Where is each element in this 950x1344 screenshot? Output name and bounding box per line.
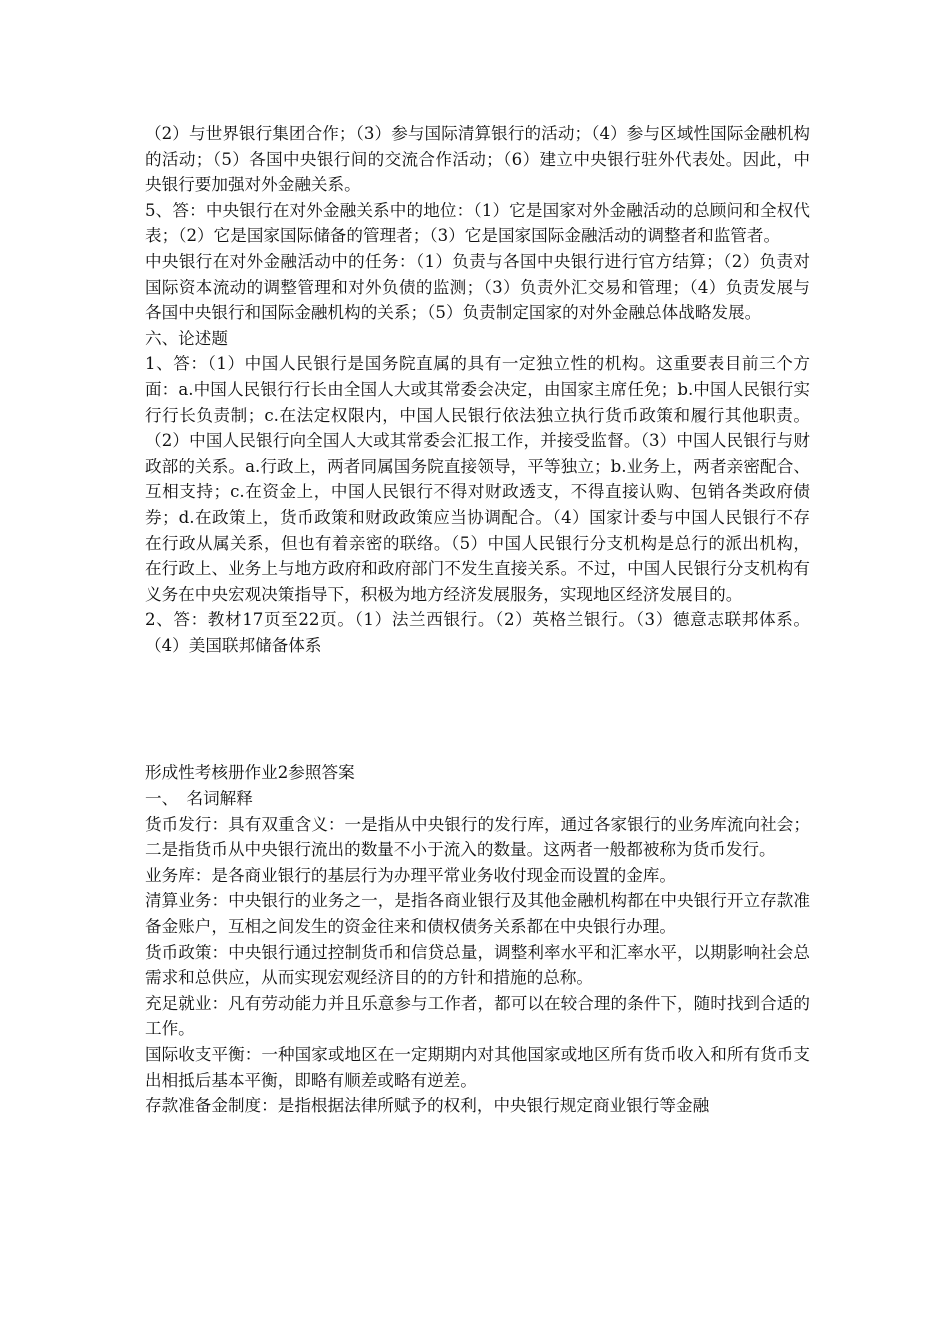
term-currency-issuance: 货币发行：具有双重含义：一是指从中央银行的发行库，通过各家银行的业务库流向社会；二是指货币从中央银行流出的数量不小于流入的数量。这两者一般都被称为货币发行。	[145, 814, 810, 860]
term-clearing-business: 清算业务：中央银行的业务之一，是指各商业银行及其他金融机构都在中央银行开立存款准备金账户，互相之间发生的资金往来和债权债务关系都在中央银行办理。	[145, 891, 810, 937]
assignment-title: 形成性考核册作业2参照答案	[145, 763, 355, 783]
paragraph-answer-5: 5、答：中央银行在对外金融关系中的地位：（1）它是国家对外金融活动的总顾问和全权代表；（2）它是国家国际储备的管理者；（3）它是国家国际金融活动的调整者和监管者。	[145, 200, 810, 246]
term-balance-of-payments: 国际收支平衡：一种国家或地区在一定期期内对其他国家或地区所有货币收入和所有货币支出相抵后基本平衡，即略有顺差或略有逆差。	[145, 1045, 810, 1090]
blank-space	[145, 658, 810, 760]
term-reserve-requirement: 存款准备金制度：是指根据法律所赋予的权利，中央银行规定商业银行等金融	[145, 1096, 710, 1116]
paragraph-tasks: 中央银行在对外金融活动中的任务：（1）负责与各国中央银行进行官方结算；（2）负责对国际资本流动的调整管理和对外负债的监测；（3）负责外汇交易和管理；（4）负责发展与各国中央银行和国际金融机构的关系；（5）负责制定国家的对外金融总体战略发展。	[145, 251, 810, 323]
paragraph-intl-cooperation: （2）与世界银行集团合作；（3）参与国际清算银行的活动；（4）参与区域性国际金融机构的活动；（5）各国中央银行间的交流合作活动；（6）建立中央银行驻外代表处。因此，中央银行要加强对外金融关系。	[145, 124, 810, 195]
term-business-vault: 业务库：是各商业银行的基层行为办理平常业务收付现金而设置的金库。	[145, 865, 676, 885]
term-monetary-policy: 货币政策：中央银行通过控制货币和信贷总量，调整利率水平和汇率水平，以期影响社会总需求和总供应，从而实现宏观经济目的的方针和措施的总称。	[145, 942, 810, 988]
paragraph-essay-answer-1: 1、答：（1）中国人民银行是国务院直属的具有一定独立性的机构。这重要表目前三个方面：a.中国人民银行行长由全国人大或其常委会决定，由国家主席任免；b.中国人民银行实行行长负责制；c.在法定权限内，中国人民银行依法独立执行货币政策和履行其他职责。（2）中国人民银行向全国人大或其常委会汇报工作，并接受监督。（3）中国人民银行与财政部的关系。a.行政上，两者同属国务院直接领导，平等独立；b.业务上，两者亲密配合、互相支持；c.在资金上，中国人民银行不得对财政透支，不得直接认购、包销各类政府债券；d.在政策上，货币政策和财政政策应当协调配合。（4）国家计委与中国人民银行不存在行政从属关系，但也有着亲密的联络。（5）中国人民银行分支机构是总行的派出机构，在行政上、业务上与地方政府和政府部门不发生直接关系。不过，中国人民银行分支机构有义务在中央宏观决策指导下，积极为地方经济发展服务，实现地区经济发展目的。	[145, 354, 811, 604]
paragraph-essay-answer-2: 2、答：教材17页至22页。（1）法兰西银行。（2）英格兰银行。（3）德意志联邦体系。（4）美国联邦储备体系	[145, 610, 810, 655]
term-full-employment: 充足就业：凡有劳动能力并且乐意参与工作者，都可以在较合理的条件下，随时找到合适的工作。	[145, 993, 810, 1039]
document-page	[145, 121, 810, 1119]
section-heading-essay: 六、论述题	[145, 328, 228, 348]
section-heading-terms: 一、 名词解释	[145, 789, 253, 809]
